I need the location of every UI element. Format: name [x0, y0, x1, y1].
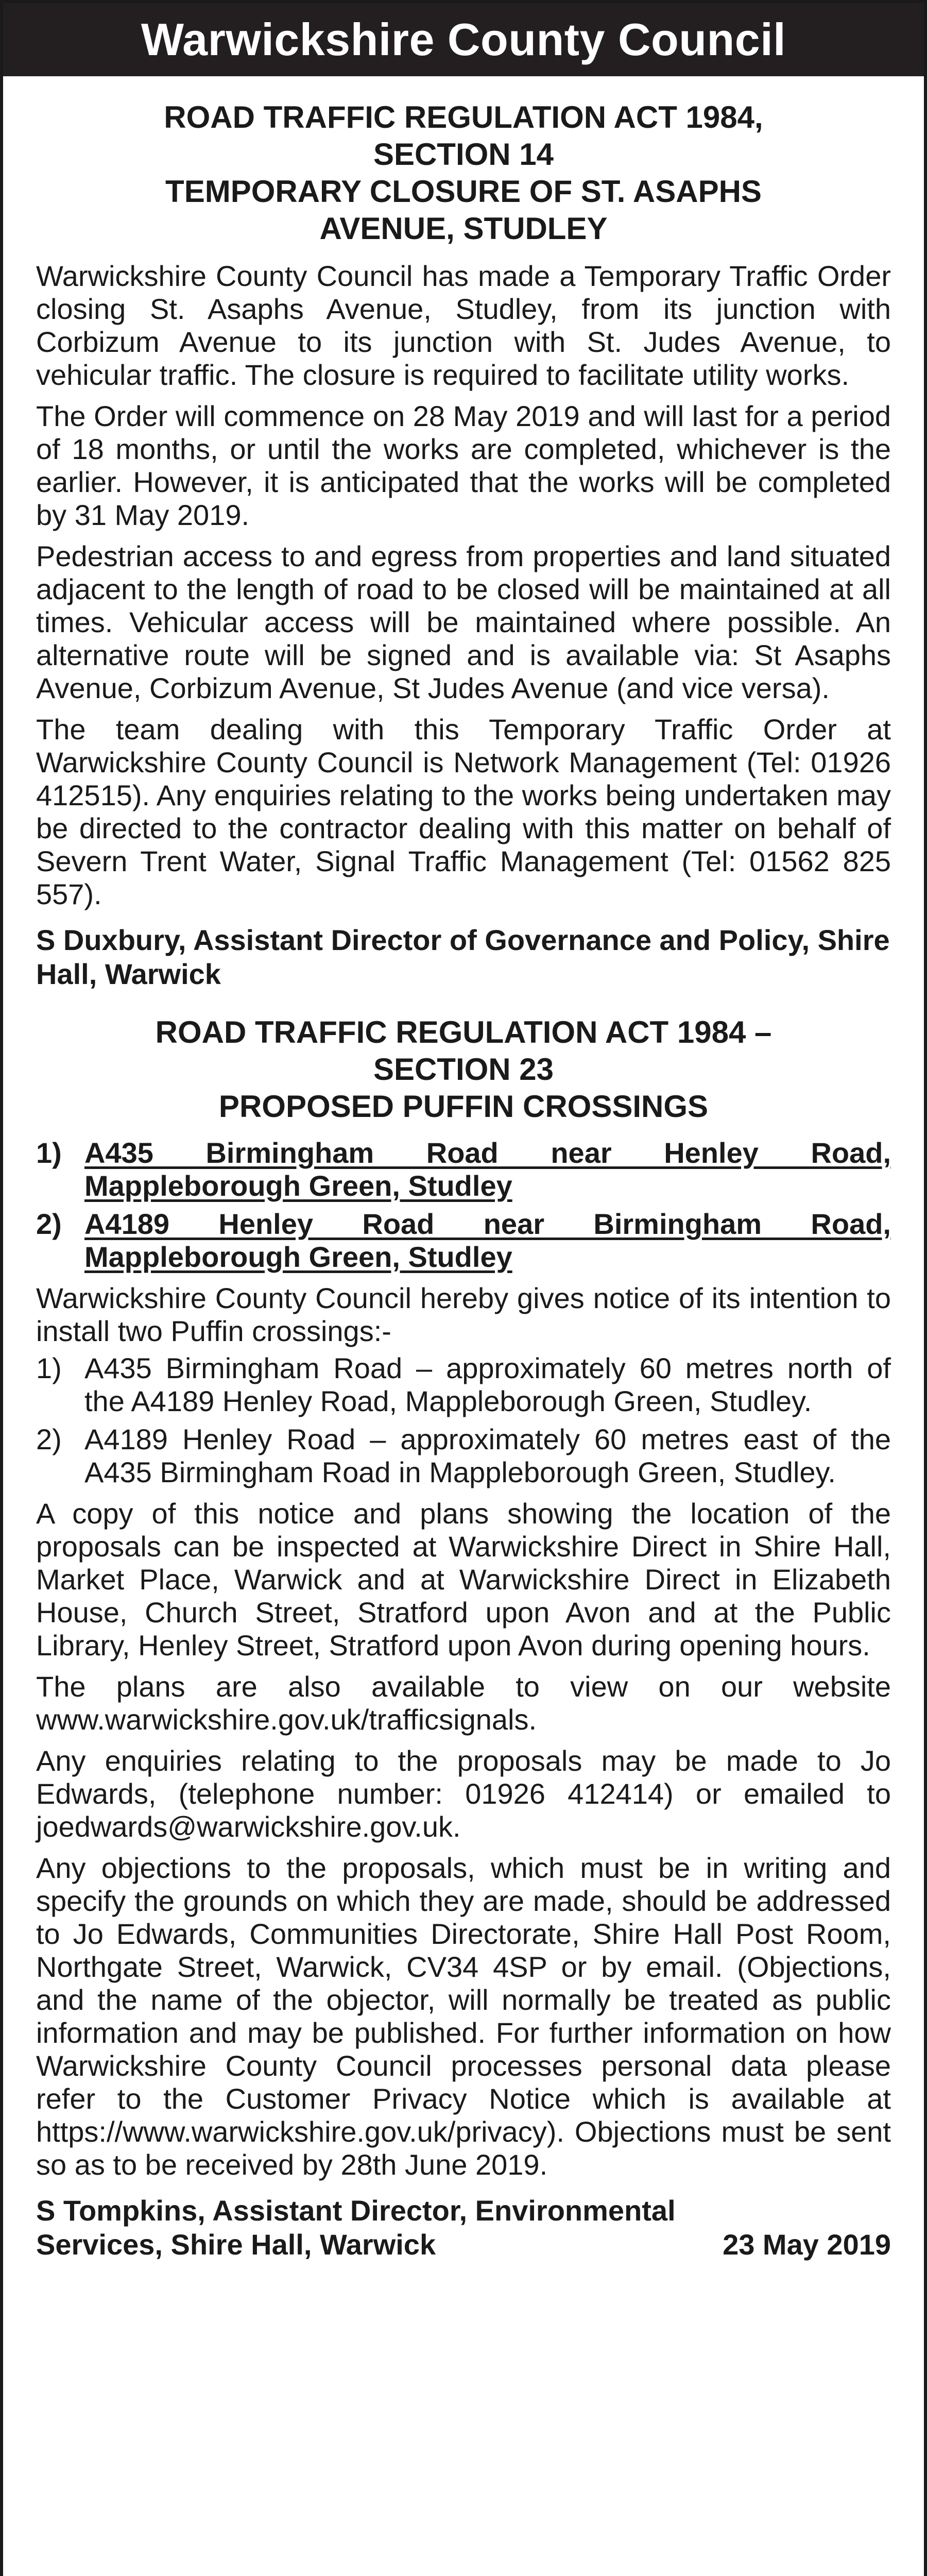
masthead-title: Warwickshire County Council — [3, 3, 924, 76]
list-number: 2) — [36, 1423, 62, 1455]
notice-date: 23 May 2019 — [723, 2228, 891, 2261]
notice1-paragraph: Pedestrian access to and egress from properties and land situated adjacent to the length of road to be closed will be maintained at all times. Vehicular access will be maintained where possible. An alternative route will be signed and is available via: St Asaphs Avenue, Corbizum Avenue, St Judes Avenue (and vice versa). — [36, 540, 891, 704]
notice2-signature: S Tompkins, Assistant Director, Environmental — [36, 2194, 676, 2227]
heading-line: ROAD TRAFFIC REGULATION ACT 1984, — [164, 100, 763, 134]
list-item — [36, 1137, 891, 1202]
notice2-paragraph: The plans are also available to view on our website www.warwickshire.gov.uk/trafficsignals. — [36, 1670, 891, 1736]
heading-line: TEMPORARY CLOSURE OF ST. ASAPHS — [165, 174, 762, 209]
notice2-paragraph: A copy of this notice and plans showing the location of the proposals can be inspected at Warwickshire Direct in Shire Hall, Market Place, Warwick and at Warwickshire Direct in Elizabeth House, Church Street, Stratford upon Avon and at the Public Library, Henley Street, Stratford upon Avon during opening hours. — [36, 1497, 891, 1662]
location-text: A4189 Henley Road near Birmingham Road, Mappleborough Green, Studley — [84, 1208, 891, 1273]
notice-content — [3, 76, 924, 2262]
heading-line: ROAD TRAFFIC REGULATION ACT 1984 – — [155, 1015, 772, 1049]
location-list — [36, 1137, 891, 1274]
crossing-text: A435 Birmingham Road – approximately 60 metres north of the A4189 Henley Road, Mappleborough Green, Studley. — [84, 1352, 891, 1417]
crossing-text: A4189 Henley Road – approximately 60 metres east of the A435 Birmingham Road in Mappleborough Green, Studley. — [84, 1423, 891, 1488]
heading-line: SECTION 23 — [373, 1052, 554, 1087]
notice-temporary-closure — [36, 99, 891, 991]
location-text: A435 Birmingham Road near Henley Road, Mappleborough Green, Studley — [84, 1137, 891, 1202]
notice2-heading — [36, 1014, 891, 1125]
notice1-paragraph: The team dealing with this Temporary Traffic Order at Warwickshire County Council is Network Management (Tel: 01926 412515). Any enquiries relating to the works being undertaken may be directed to the contractor dealing with this matter on behalf of Severn Trent Water, Signal Traffic Management (Tel: 01562 825 557). — [36, 713, 891, 910]
notice2-intro: Warwickshire County Council hereby gives notice of its intention to install two Puffin crossings:- — [36, 1282, 891, 1347]
notice2-paragraph: Any objections to the proposals, which must be in writing and specify the grounds on which they are made, should be addressed to Jo Edwards, Communities Directorate, Shire Hall Post Room, Northgate Street, Warwick, CV34 4SP or by email. (Objections, and the name of the objector, will normally be treated as public information and may be published. For further information on how Warwickshire County Council processes personal data please refer to the Customer Privacy Notice which is available at https://www.warwickshire.gov.uk/privacy). Objections must be sent so as to be received by 28th June 2019. — [36, 1852, 891, 2181]
heading-line: SECTION 14 — [373, 137, 554, 172]
list-number: 2) — [36, 1208, 62, 1240]
notice1-heading — [36, 99, 891, 247]
notice1-paragraph: The Order will commence on 28 May 2019 and will last for a period of 18 months, or until the works are completed, whichever is the earlier. However, it is anticipated that the works will be completed by 31 May 2019. — [36, 400, 891, 531]
list-item — [36, 1352, 891, 1418]
heading-line: PROPOSED PUFFIN CROSSINGS — [218, 1089, 709, 1124]
list-number: 1) — [36, 1352, 62, 1384]
notice2-paragraph: Any enquiries relating to the proposals may be made to Jo Edwards, (telephone number: 01926 412414) or emailed to joedwards@warwickshire.gov.uk. — [36, 1744, 891, 1843]
list-number: 1) — [36, 1137, 62, 1169]
crossing-list — [36, 1352, 891, 1489]
list-item — [36, 1423, 891, 1489]
notice-puffin-crossings — [36, 1014, 891, 2262]
notice1-signature: S Duxbury, Assistant Director of Governance and Policy, Shire Hall, Warwick — [36, 924, 890, 990]
notice1-paragraph: Warwickshire County Council has made a Temporary Traffic Order closing St. Asaphs Avenue, Studley, from its junction with Corbizum Avenue to its junction with St. Judes Avenue, to vehicular traffic. The closure is required to facilitate utility works. — [36, 260, 891, 391]
notice2-signature-footer — [36, 2228, 891, 2262]
heading-line: AVENUE, STUDLEY — [319, 211, 608, 246]
notice2-signature-line: Services, Shire Hall, Warwick — [36, 2228, 436, 2261]
list-item — [36, 1208, 891, 1274]
